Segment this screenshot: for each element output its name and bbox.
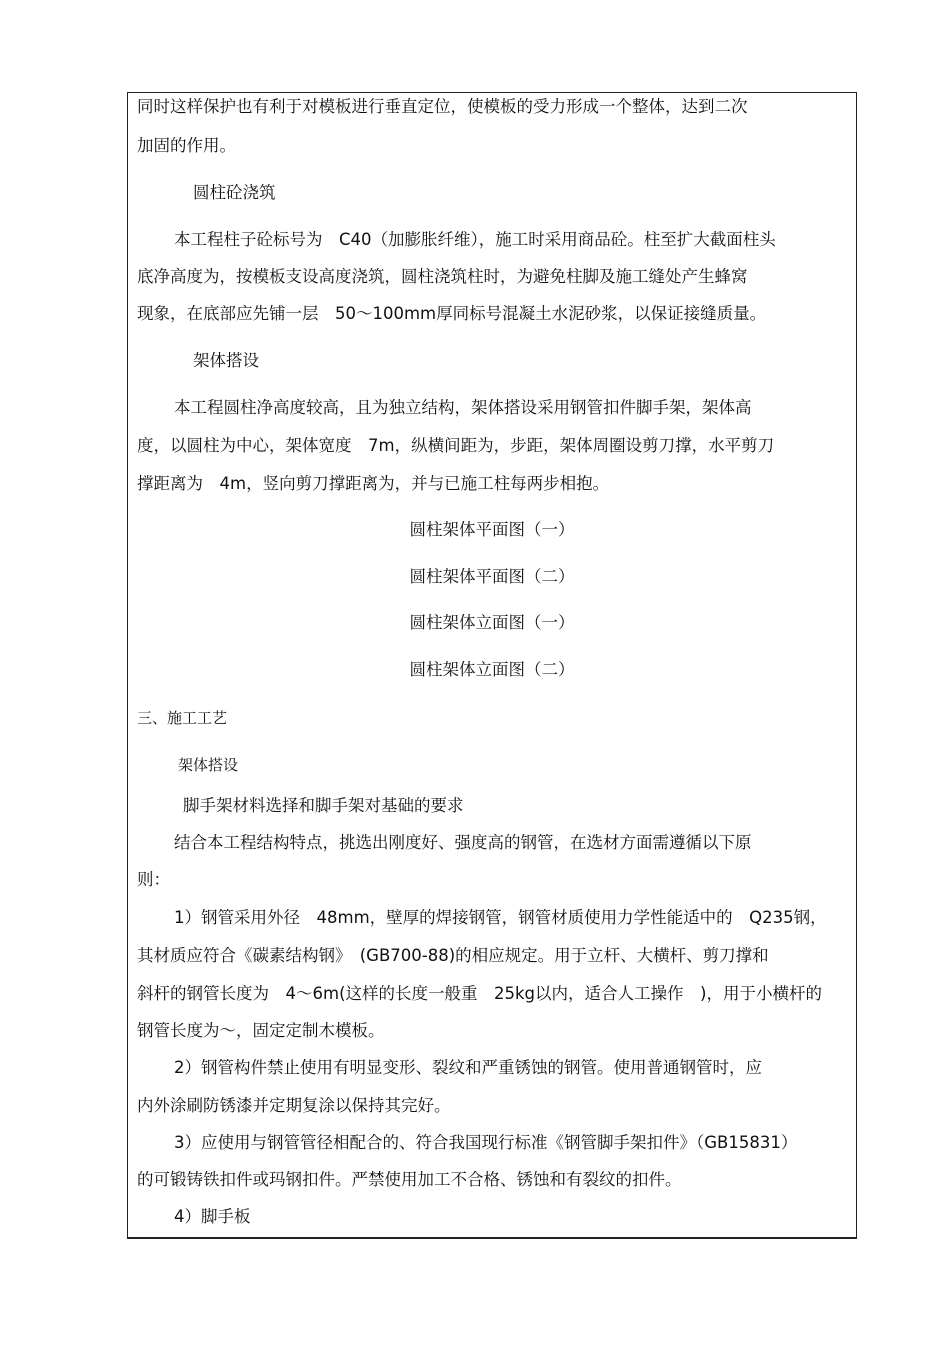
section-heading: 架体搭设 xyxy=(193,351,259,370)
body-text-line: 斜杆的钢管长度为 4～6m(这样的长度一般重 25kg以内，适合人工操作 )，用于小横杆的 xyxy=(137,984,822,1003)
body-text-line: 其材质应符合《碳素结构钢》 (GB700-88)的相应规定。用于立杆、大横杆、剪刀撑和 xyxy=(137,946,769,965)
body-text-line: 底净高度为，按模板支设高度浇筑，圆柱浇筑柱时，为避免柱脚及施工缝处产生蜂窝 xyxy=(137,267,748,286)
body-text-line: 加固的作用。 xyxy=(137,136,236,155)
body-text-line: 撑距离为 4m，竖向剪刀撑距离为，并与已施工柱每两步相抱。 xyxy=(137,474,610,493)
body-text-line: 度，以圆柱为中心，架体宽度 7m，纵横间距为，步距，架体周圈设剪刀撑，水平剪刀 xyxy=(137,436,775,455)
body-text-line: 4）脚手板 xyxy=(174,1207,251,1226)
figure-caption: 圆柱架体平面图（一） xyxy=(409,520,575,539)
subsection-heading: 脚手架材料选择和脚手架对基础的要求 xyxy=(183,796,464,815)
body-text-line: 本工程柱子砼标号为 C40（加膨胀纤维），施工时采用商品砼。柱至扩大截面柱头 xyxy=(174,230,776,249)
body-text-line: 2）钢管构件禁止使用有明显变形、裂纹和严重锈蚀的钢管。使用普通钢管时，应 xyxy=(174,1058,762,1077)
body-text-line: 现象，在底部应先铺一层 50～100mm厚同标号混凝土水泥砂浆，以保证接缝质量。 xyxy=(137,304,767,323)
body-text-line: 内外涂刷防锈漆并定期复涂以保持其完好。 xyxy=(137,1096,451,1115)
section-heading: 圆柱砼浇筑 xyxy=(193,183,276,202)
body-text-line: 的可锻铸铁扣件或玛钢扣件。严禁使用加工不合格、锈蚀和有裂纹的扣件。 xyxy=(137,1170,682,1189)
figure-caption: 圆柱架体平面图（二） xyxy=(409,567,575,586)
body-text-line: 结合本工程结构特点，挑选出刚度好、强度高的钢管，在选材方面需遵循以下原 xyxy=(174,833,752,852)
body-text-line: 1）钢管采用外径 48mm，壁厚的焊接钢管，钢管材质使用力学性能适中的 Q235钢， xyxy=(174,908,827,927)
figure-caption: 圆柱架体立面图（一） xyxy=(409,613,575,632)
body-text-line: 则： xyxy=(137,870,170,889)
chapter-heading: 三、施工工艺 xyxy=(137,709,228,727)
body-text-line: 同时这样保护也有利于对模板进行垂直定位，使模板的受力形成一个整体，达到二次 xyxy=(137,97,748,116)
body-text-line: 本工程圆柱净高度较高，且为独立结构，架体搭设采用钢管扣件脚手架，架体高 xyxy=(174,398,752,417)
section-heading: 架体搭设 xyxy=(178,756,239,774)
body-text-line: 钢管长度为～，固定定制木模板。 xyxy=(137,1021,385,1040)
figure-caption: 圆柱架体立面图（二） xyxy=(409,660,575,679)
body-text-line: 3）应使用与钢管管径相配合的、符合我国现行标准《钢管脚手架扣件》（GB15831） xyxy=(174,1133,798,1152)
